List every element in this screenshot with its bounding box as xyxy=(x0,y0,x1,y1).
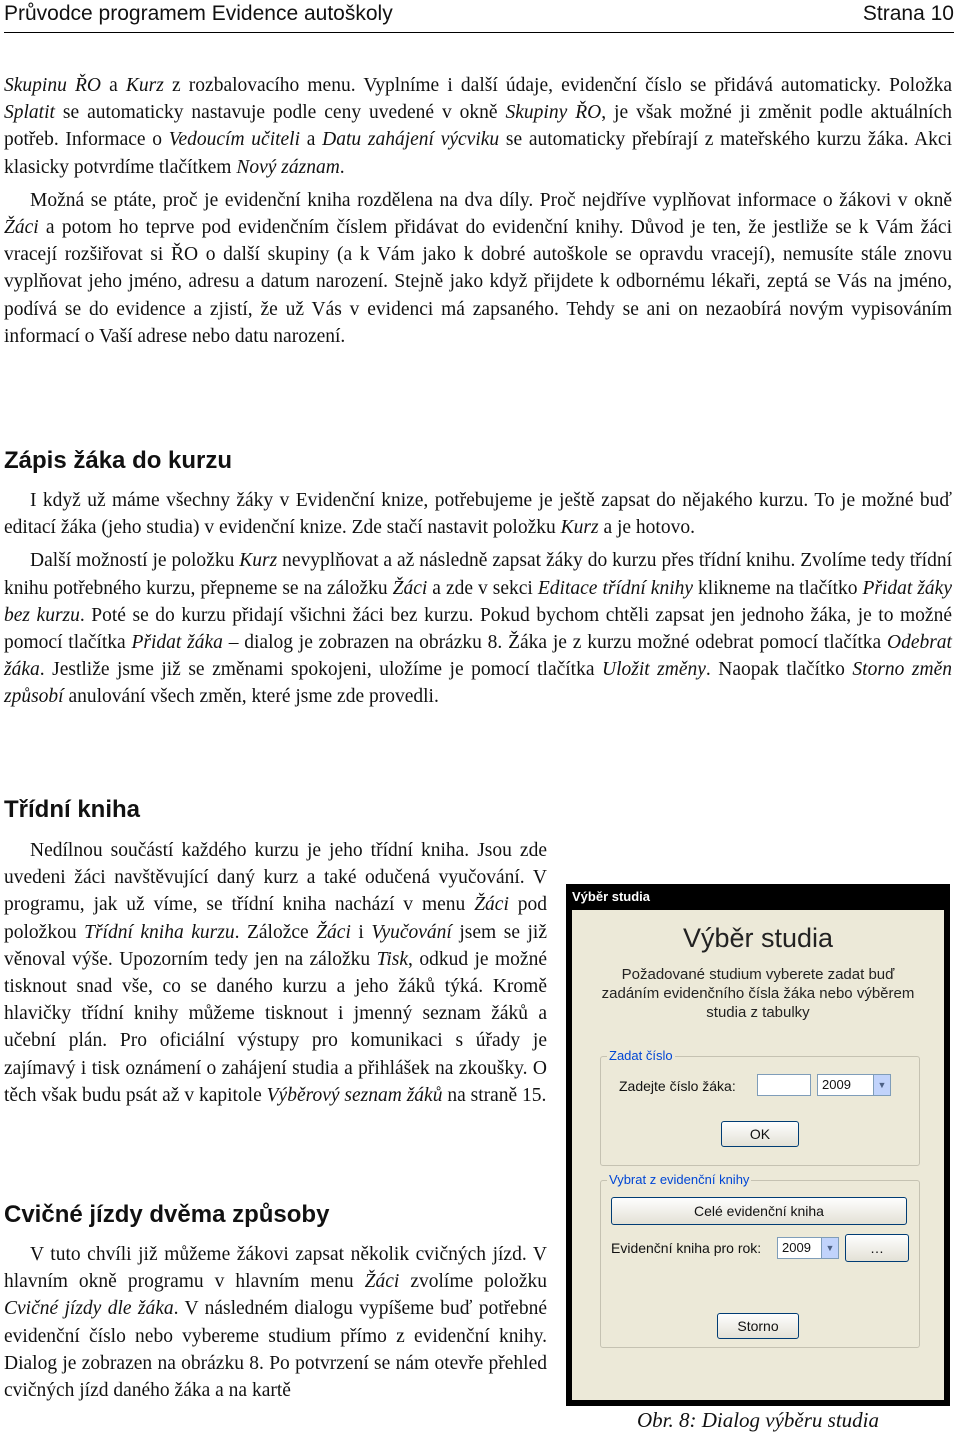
book-year-value: 2009 xyxy=(782,1240,811,1255)
emphasis: Žáci xyxy=(316,921,351,943)
dialog-titlebar: Výběr studia xyxy=(572,889,651,904)
emphasis: Přidat žáky bez kurzu xyxy=(4,577,952,626)
emphasis: Výběrový seznam žáků xyxy=(266,1084,443,1106)
emphasis: Editace třídní knihy xyxy=(537,577,694,599)
emphasis: Nový záznam xyxy=(236,156,340,178)
whole-book-button[interactable]: Celé evidenční kniha xyxy=(611,1197,907,1225)
student-number-input[interactable] xyxy=(757,1074,811,1096)
group-enter-number xyxy=(600,1048,920,1166)
cancel-button[interactable]: Storno xyxy=(717,1313,799,1339)
group-choose-from-book xyxy=(600,1172,920,1348)
emphasis: Žáci xyxy=(392,577,428,599)
emphasis: Storno změn způsobí xyxy=(4,659,952,708)
emphasis: Třídní kniha kurzu xyxy=(84,921,235,943)
section-heading: Zápis žáka do kurzu xyxy=(4,447,233,474)
emphasis: Kurz xyxy=(125,75,164,96)
group-label: Vybrat z evidenční knihy xyxy=(609,1172,750,1187)
chevron-down-icon[interactable]: ▼ xyxy=(821,1238,838,1258)
chevron-down-icon[interactable]: ▼ xyxy=(873,1075,890,1095)
emphasis: Tisk xyxy=(376,948,409,970)
book-year-select[interactable] xyxy=(777,1237,839,1259)
section-text xyxy=(4,487,952,711)
emphasis: Skupiny ŘO xyxy=(505,102,602,124)
figure-caption: Obr. 8: Dialog výběru studia xyxy=(636,1408,880,1432)
emphasis: Vyučování xyxy=(371,921,452,943)
emphasis: Žáci xyxy=(364,1271,400,1293)
emphasis: Vedoucím učiteli xyxy=(168,129,301,151)
number-label: Zadejte číslo žáka: xyxy=(619,1078,736,1094)
header-title: Průvodce programem Evidence autoškoly xyxy=(4,2,393,25)
emphasis: Splatit xyxy=(4,102,55,124)
page-number: Strana 10 xyxy=(862,2,954,25)
section-heading: Třídní kniha xyxy=(4,796,141,823)
select-button[interactable]: … xyxy=(845,1234,909,1262)
paragraph: V tuto chvíli již můžeme žákovi zapsat několik cvičných jízd. V hlavním okně programu v hlavním menu Žáci zvolíme položku Cvičné jízdy dle žáka. V následném dialogu vypíšeme buď potřebné evidenční číslo nebo vybereme studium přímo z evidenční knihy. Dialog je zobrazen na obrázku 8. Po potvrzení se nám otevře přehled cvičných jízd daného žáka a na kartě xyxy=(4,1244,547,1402)
section-heading: Cvičné jízdy dvěma způsoby xyxy=(4,1201,330,1228)
ok-button[interactable]: OK xyxy=(721,1121,799,1147)
page-header xyxy=(4,0,954,33)
book-year-label: Evidenční kniha pro rok: xyxy=(611,1240,762,1256)
emphasis: Cvičné jízdy dle žáka xyxy=(4,1298,174,1320)
intro-text xyxy=(4,72,952,350)
emphasis: Kurz xyxy=(239,550,278,572)
paragraph: I když už máme všechny žáky v Evidenční knize, potřebujeme je ještě zapsat do nějakého kurzu. To je možné buď editací žáka (jeho studia) v evidenční knize. Zde stačí nastavit položku Kurz a je hotovo. xyxy=(4,490,952,539)
section-text xyxy=(4,1241,547,1404)
dialog-body xyxy=(572,910,944,1400)
emphasis: Skupinu ŘO xyxy=(4,75,101,96)
paragraph: Další možností je položku Kurz nevyplňovat a až následně zapsat žáky do kurzu přes třídní knihu. Zvolíme tedy třídní knihu potřebného kurzu, přepneme se na záložku Žáci a zde v sekci Editace třídní knihy klikneme na tlačítko Přidat žáky bez kurzu. Poté se do kurzu přidají všichni žáci bez kurzu. Pokud bychom chtěli zapsat jen jednoho žáka, je to možné pomocí tlačítka Přidat žáka – dialog je zobrazen na obrázku 8. Žáka je z kurzu možné odebrat pomocí tlačítka Odebrat žáka. Jestliže jsme již se změnami spokojeni, uložíme je pomocí tlačítka Uložit změny. Naopak tlačítko Storno změn způsobí anulování všech změn, které jsme zde provedli. xyxy=(4,550,952,708)
emphasis: Přidat žáka xyxy=(131,632,223,654)
paragraph: Skupinu ŘO a Kurz z rozbalovacího menu. Vyplníme i další údaje, evidenční číslo se přidává automaticky. Položka Splatit se automaticky nastavuje podle ceny uvedené v okně Skupiny ŘO, je však možné ji změnit podle aktuálních potřeb. Informace o Vedoucím učiteli a Datu zahájení výcviku se automaticky přebírají z mateřského kurzu žáka. Akci klasicky potvrdíme tlačítkem Nový záznam. xyxy=(4,75,953,178)
year-value: 2009 xyxy=(822,1077,851,1092)
section-text xyxy=(4,837,547,1109)
emphasis: Žáci xyxy=(474,894,509,916)
paragraph: Možná se ptáte, proč je evidenční kniha rozdělena na dva díly. Proč nejdříve vyplňovat informace o žákovi v okně Žáci a potom ho teprve pod evidenčním číslem přidávat do evidenční knihy. Důvod je ten, že jestliže se k Vám žáci vracejí rozšiřovat si ŘO o další skupiny (a k Vám jako k dobré autoškole se opravdu vracejí), nemusíte stále znovu vyplňovat jeho jméno, adresu a datum narození. Stejně jako když přijdete k odbornému lékaři, zeptá se Vás na jméno, podívá se do evidence a zjistí, že už Vás v evidenci má zapsaného. Tehdy se ani on nezaobírá novým vypisováním informací o Vaší adrese nebo datu narození. xyxy=(4,189,952,347)
dialog-description: Požadované studium vyberete zadat buď zadáním evidenčního čísla žáka nebo výběrem studia z tabulky xyxy=(601,966,915,1021)
dialog-heading: Výběr studia xyxy=(682,923,834,953)
emphasis: Kurz xyxy=(560,517,599,539)
year-select[interactable] xyxy=(817,1074,891,1096)
emphasis: Datu zahájení výcviku xyxy=(322,129,500,151)
emphasis: Žáci xyxy=(4,217,39,239)
paragraph: Nedílnou součástí každého kurzu je jeho třídní kniha. Jsou zde uvedeni žáci navštěvující daný kurz a také odučená vyučování. V programu, jak už víme, se třídní kniha nachází v menu Žáci pod položkou Třídní kniha kurzu. Záložce Žáci i Vyučování jsem se již věnoval výše. Upozorním tedy jen na záložku Tisk, odkud je možné tisknout snad vše, co se daného kurzu a jeho žáků týká. Kromě hlavičky třídní knihy můžeme tisknout i jmenný seznam žáků a učební plán. Pro oficiální výstupy pro komunikaci s úřady je zajímavý i tisk oznámení o zahájení studia a přihlášek na zkoušky. O těch však budu psát až v kapitole Výběrový seznam žáků na straně 15. xyxy=(4,840,548,1106)
emphasis: Uložit změny xyxy=(602,659,706,681)
emphasis: Odebrat žáka xyxy=(4,632,952,681)
dialog-screenshot xyxy=(566,884,950,1406)
group-label: Zadat číslo xyxy=(609,1048,673,1063)
